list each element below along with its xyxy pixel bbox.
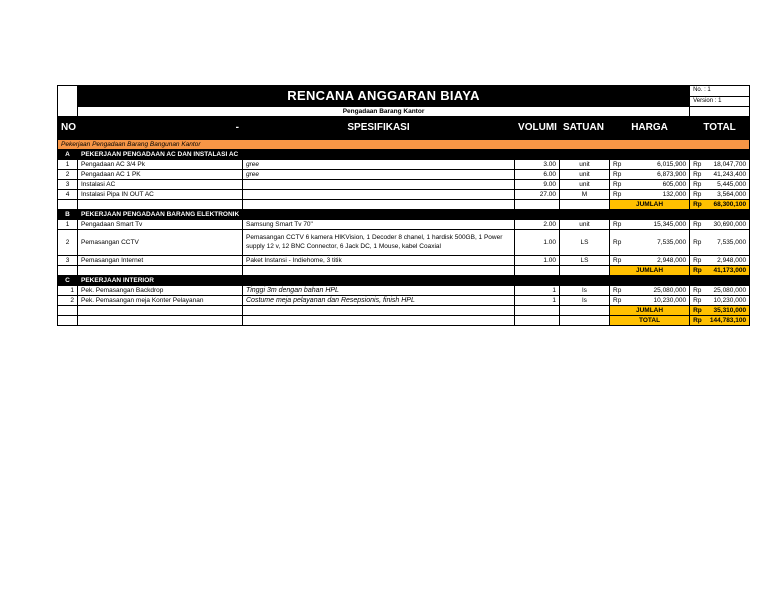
row-spec: gree [243, 170, 515, 180]
row-total: 10,230,000 [702, 296, 750, 306]
row-currency: Rp [610, 220, 622, 230]
row-total: 3,564,000 [702, 190, 750, 200]
table-row [58, 286, 750, 296]
row-price: 10,230,000 [622, 296, 690, 306]
subtotal-value: 68,300,100 [702, 200, 750, 210]
row-currency-total: Rp [690, 230, 702, 256]
table-row [58, 230, 750, 256]
row-spec [243, 190, 515, 200]
subtotal-row [58, 200, 750, 210]
row-volume: 3.00 [515, 160, 560, 170]
grand-total-currency: Rp [690, 316, 702, 326]
row-no: 1 [58, 160, 78, 170]
subtotal-currency: Rp [690, 266, 702, 276]
row-item: Pengadaan AC 1 PK [78, 170, 243, 180]
empty-cell [243, 200, 515, 210]
row-currency: Rp [610, 160, 622, 170]
subtotal-label: JUMLAH [610, 306, 690, 316]
row-price: 132,000 [622, 190, 690, 200]
row-no: 1 [58, 286, 78, 296]
row-volume: 1.00 [515, 230, 560, 256]
empty-cell [243, 306, 515, 316]
row-item: Pek. Pemasangan Backdrop [78, 286, 243, 296]
row-spec: Costume meja pelayanan dan Resepsionis, finish HPL [243, 296, 515, 306]
row-currency: Rp [610, 190, 622, 200]
empty-cell [515, 316, 560, 326]
row-currency-total: Rp [690, 190, 702, 200]
row-currency-total: Rp [690, 180, 702, 190]
table-row [58, 180, 750, 190]
row-currency: Rp [610, 170, 622, 180]
table-row [58, 190, 750, 200]
subtotal-row [58, 266, 750, 276]
row-volume: 6.00 [515, 170, 560, 180]
col-no: NO [58, 117, 78, 140]
row-price: 15,345,000 [622, 220, 690, 230]
row-price: 605,000 [622, 180, 690, 190]
row-price: 7,535,000 [622, 230, 690, 256]
table-row [58, 256, 750, 266]
empty-cell [58, 316, 78, 326]
row-item: Pemasangan Internet [78, 256, 243, 266]
row-unit: LS [560, 230, 610, 256]
empty-cell [58, 306, 78, 316]
row-unit: LS [560, 256, 610, 266]
empty-cell [243, 316, 515, 326]
row-total: 25,080,000 [702, 286, 750, 296]
row-item: Pengadaan AC 3/4 Pk [78, 160, 243, 170]
row-currency-total: Rp [690, 286, 702, 296]
section-title: PEKERJAAN PENGADAAN AC DAN INSTALASI AC [78, 150, 750, 160]
empty-cell [78, 306, 243, 316]
category-row: Pekerjaan Pengadaan Barang Bangunan Kantor [58, 140, 750, 150]
row-total: 18,047,700 [702, 160, 750, 170]
subtotal-currency: Rp [690, 306, 702, 316]
row-spec: Paket Instansi - Indiehome, 3 titik [243, 256, 515, 266]
empty-cell [78, 266, 243, 276]
row-total: 7,535,000 [702, 230, 750, 256]
row-price: 6,015,900 [622, 160, 690, 170]
section-a-header [58, 150, 750, 160]
doc-number: No. : 1 [690, 86, 750, 97]
empty-cell [58, 266, 78, 276]
row-currency-total: Rp [690, 296, 702, 306]
row-unit: unit [560, 180, 610, 190]
subtotal-value: 41,173,000 [702, 266, 750, 276]
col-harga: HARGA [610, 117, 690, 140]
empty-cell [690, 107, 750, 117]
budget-sheet [57, 85, 749, 326]
row-currency-total: Rp [690, 160, 702, 170]
row-spec [243, 180, 515, 190]
row-currency-total: Rp [690, 170, 702, 180]
row-currency-total: Rp [690, 220, 702, 230]
section-title: PEKERJAAN PENGADAAN BARANG ELEKTRONIK [78, 210, 750, 220]
empty-cell [58, 200, 78, 210]
row-spec: Tinggi 3m dengan bahan HPL [243, 286, 515, 296]
row-no: 2 [58, 296, 78, 306]
corner-cell [58, 86, 78, 117]
empty-cell [243, 266, 515, 276]
row-volume: 1.00 [515, 256, 560, 266]
row-price: 2,948,000 [622, 256, 690, 266]
row-volume: 1 [515, 296, 560, 306]
table-row [58, 160, 750, 170]
row-currency-total: Rp [690, 256, 702, 266]
empty-cell [560, 306, 610, 316]
page-title: RENCANA ANGGARAN BIAYA [78, 86, 690, 107]
empty-cell [78, 316, 243, 326]
row-spec: Samsung Smart Tv 70" [243, 220, 515, 230]
subtotal-row [58, 306, 750, 316]
row-no: 2 [58, 170, 78, 180]
row-unit: ls [560, 296, 610, 306]
empty-cell [515, 200, 560, 210]
row-price: 25,080,000 [622, 286, 690, 296]
empty-cell [515, 306, 560, 316]
row-price: 6,873,900 [622, 170, 690, 180]
row-no: 1 [58, 220, 78, 230]
section-code: C [58, 276, 78, 286]
grand-total-value: 144,783,100 [702, 316, 750, 326]
empty-cell [560, 266, 610, 276]
row-no: 4 [58, 190, 78, 200]
row-unit: unit [560, 160, 610, 170]
row-total: 30,690,000 [702, 220, 750, 230]
table-row [58, 220, 750, 230]
col-spesifikasi: SPESIFIKASI [243, 117, 515, 140]
row-currency: Rp [610, 286, 622, 296]
table-row [58, 170, 750, 180]
row-no: 3 [58, 256, 78, 266]
doc-version: Version : 1 [690, 96, 750, 107]
row-currency: Rp [610, 180, 622, 190]
col-satuan: SATUAN [560, 117, 610, 140]
row-no: 3 [58, 180, 78, 190]
row-unit: ls [560, 286, 610, 296]
row-total: 2,948,000 [702, 256, 750, 266]
empty-cell [515, 266, 560, 276]
empty-cell [560, 200, 610, 210]
row-unit: unit [560, 220, 610, 230]
section-c-header [58, 276, 750, 286]
row-unit: unit [560, 170, 610, 180]
subtotal-value: 35,310,000 [702, 306, 750, 316]
row-volume: 1 [515, 286, 560, 296]
col-volume: VOLUMI [515, 117, 560, 140]
row-item: Pemasangan CCTV [78, 230, 243, 256]
empty-cell [560, 316, 610, 326]
col-dash: - [78, 117, 243, 140]
subtotal-currency: Rp [690, 200, 702, 210]
section-b-header [58, 210, 750, 220]
row-item: Pek. Pemasangan meja Konter Pelayanan [78, 296, 243, 306]
subtotal-label: JUMLAH [610, 200, 690, 210]
row-spec: Pemasangan CCTV 6 kamera HIKVision, 1 Decoder 8 chanel, 1 hardisk 500GB, 1 Power supply 12 v, 12 BNC Connector, 6 Jack DC, 1 Mouse, kabel Coaxial [243, 230, 515, 256]
row-spec: gree [243, 160, 515, 170]
row-currency: Rp [610, 296, 622, 306]
row-total: 41,243,400 [702, 170, 750, 180]
row-item: Pengadaan Smart Tv [78, 220, 243, 230]
budget-table [57, 85, 750, 326]
row-volume: 9.00 [515, 180, 560, 190]
grand-total-row [58, 316, 750, 326]
row-currency: Rp [610, 256, 622, 266]
row-currency: Rp [610, 230, 622, 256]
section-title: PEKERJAAN INTERIOR [78, 276, 750, 286]
page-subtitle: Pengadaan Barang Kantor [78, 107, 690, 117]
table-row [58, 296, 750, 306]
row-item: Instalasi AC [78, 180, 243, 190]
row-unit: M [560, 190, 610, 200]
row-volume: 27.00 [515, 190, 560, 200]
grand-total-label: TOTAL [610, 316, 690, 326]
row-item: Instalasi Pipa IN OUT AC [78, 190, 243, 200]
subtotal-label: JUMLAH [610, 266, 690, 276]
section-code: B [58, 210, 78, 220]
row-total: 5,445,000 [702, 180, 750, 190]
row-volume: 2.00 [515, 220, 560, 230]
row-no: 2 [58, 230, 78, 256]
empty-cell [78, 200, 243, 210]
col-total: TOTAL [690, 117, 750, 140]
section-code: A [58, 150, 78, 160]
